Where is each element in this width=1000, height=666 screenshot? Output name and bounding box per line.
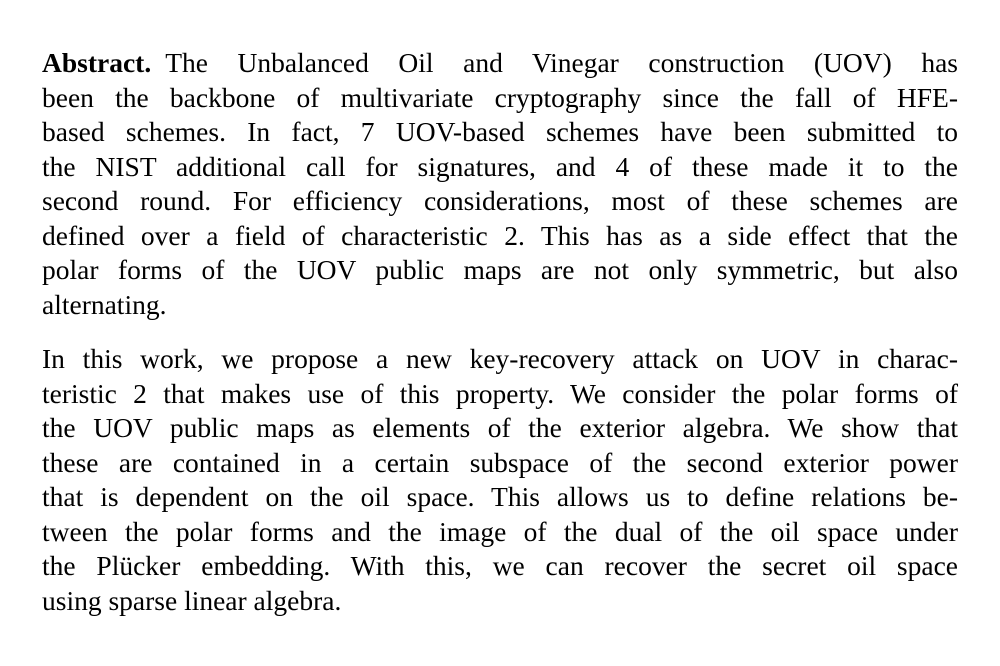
abstract-paragraph-1 (42, 46, 958, 322)
abstract-line-text: The Unbalanced Oil and Vinegar construction (UOV) has (165, 47, 958, 78)
abstract-line: the NIST additional call for signatures, and 4 of these made it to the (42, 150, 958, 182)
abstract-line: been the backbone of multivariate cryptography since the fall of HFE- (42, 81, 958, 113)
abstract-line: teristic 2 that makes use of this property. We consider the polar forms of (42, 377, 958, 409)
abstract-label: Abstract. (42, 47, 152, 78)
abstract-line: In this work, we propose a new key-recovery attack on UOV in charac- (42, 343, 958, 374)
abstract-line: the Plücker embedding. With this, we can recover the secret oil space (42, 550, 958, 581)
abstract-line: using sparse linear algebra. (42, 584, 342, 616)
abstract-paragraph-2 (42, 342, 958, 618)
abstract-line: tween the polar forms and the image of the dual of the oil space under (42, 515, 958, 547)
abstract-line (42, 46, 958, 81)
abstract-line: alternating. (42, 288, 167, 320)
abstract-line: that is dependent on the oil space. This allows us to define relations be- (42, 481, 958, 512)
abstract-line: these are contained in a certain subspace of the second exterior power (42, 446, 958, 478)
abstract-line: based schemes. In fact, 7 UOV-based schemes have been submitted to (42, 116, 958, 147)
abstract-line: the UOV public maps as elements of the exterior algebra. We show that (42, 412, 958, 443)
abstract-line: defined over a field of characteristic 2. This has as a side effect that the (42, 219, 958, 251)
abstract-line: second round. For efficiency considerations, most of these schemes are (42, 185, 958, 216)
abstract-line: polar forms of the UOV public maps are not only symmetric, but also (42, 254, 958, 285)
